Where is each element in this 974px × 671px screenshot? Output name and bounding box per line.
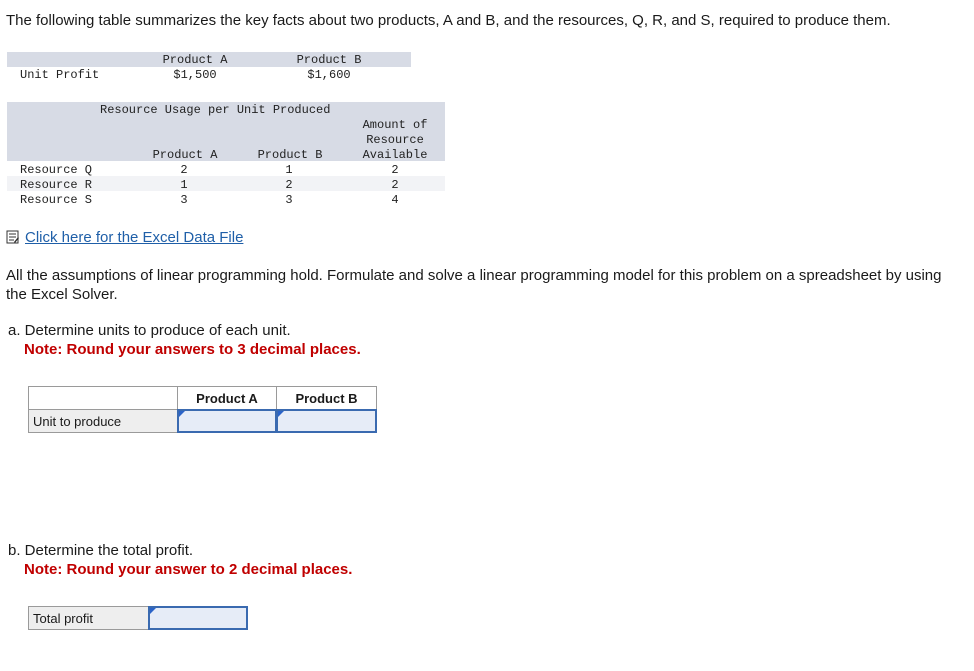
profit-value-b: $1,600 <box>307 68 351 82</box>
input-marker-icon <box>179 411 185 417</box>
part-a-row-label: Unit to produce <box>28 409 178 433</box>
profit-row-label: Unit Profit <box>20 68 100 82</box>
resource-row-label: Resource R <box>20 178 93 192</box>
resource-col-avail-line3: Available <box>362 148 428 162</box>
profit-col-product-a: Product A <box>162 53 228 67</box>
profit-col-product-b: Product B <box>296 53 362 67</box>
total-profit-input[interactable] <box>148 606 248 630</box>
resource-row-label: Resource Q <box>20 163 93 177</box>
assumptions-text: All the assumptions of linear programming hold. Formulate and solve a linear programming model for this problem on a spreadsheet by using the Excel Solver. <box>6 267 942 303</box>
resource-col-product-a: Product A <box>152 148 218 162</box>
resource-row-available: 2 <box>391 163 399 177</box>
part-a-header-blank <box>28 386 178 410</box>
unit-to-produce-b-field[interactable] <box>278 411 375 431</box>
part-b-note: Note: Round your answer to 2 decimal places. <box>24 561 353 578</box>
resource-row-value-a: 3 <box>180 193 188 207</box>
profit-value-a: $1,500 <box>173 68 217 82</box>
resource-col-product-b: Product B <box>257 148 323 162</box>
unit-to-produce-a-input[interactable] <box>177 409 277 433</box>
resource-table-title: Resource Usage per Unit Produced <box>100 103 331 117</box>
resource-row-label: Resource S <box>20 193 93 207</box>
total-profit-field[interactable] <box>150 608 246 628</box>
resource-row-value-b: 1 <box>285 163 293 177</box>
excel-link-label[interactable]: Click here for the Excel Data File <box>25 229 244 246</box>
resource-row-value-b: 2 <box>285 178 293 192</box>
part-a-question: a. Determine units to produce of each unit. <box>8 322 291 339</box>
total-profit-label: Total profit <box>28 606 149 630</box>
part-a-header-product-b: Product B <box>276 386 377 410</box>
part-b-question: b. Determine the total profit. <box>8 542 194 559</box>
part-a-note: Note: Round your answers to 3 decimal places. <box>24 341 361 358</box>
unit-to-produce-b-input[interactable] <box>276 409 377 433</box>
excel-file-icon <box>6 230 20 244</box>
resource-row-available: 2 <box>391 178 399 192</box>
input-marker-icon <box>150 608 156 614</box>
excel-data-file-link[interactable] <box>6 229 243 246</box>
unit-to-produce-a-field[interactable] <box>179 411 275 431</box>
resource-col-avail-line2: Resource <box>366 133 424 147</box>
input-marker-icon <box>278 411 284 417</box>
resource-row-value-a: 1 <box>180 178 188 192</box>
intro-text: The following table summarizes the key facts about two products, A and B, and the resources, Q, R, and S, required to produce them. <box>6 12 891 29</box>
resource-row-available: 4 <box>391 193 399 207</box>
part-a-header-product-a: Product A <box>177 386 277 410</box>
resource-col-avail-line1: Amount of <box>362 118 428 132</box>
resource-row-value-a: 2 <box>180 163 188 177</box>
resource-row-value-b: 3 <box>285 193 293 207</box>
